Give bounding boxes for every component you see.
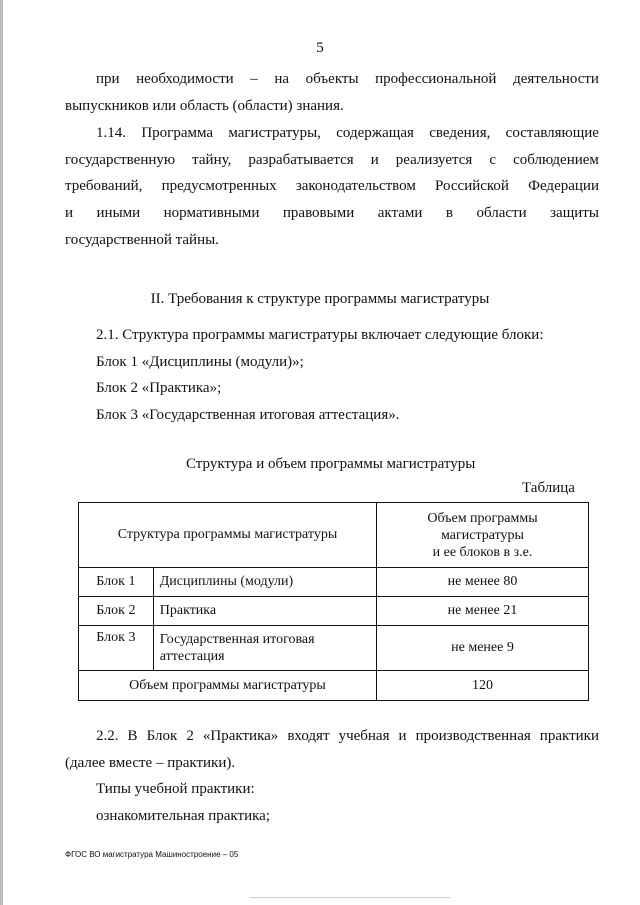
word: требований, [65,178,143,194]
word: практики [539,728,599,744]
word: области [476,205,527,221]
word: сведения, [429,125,491,141]
table-row [79,568,589,597]
word: разрабатывается [248,152,354,168]
scan-bottom-line [250,897,450,898]
word: учебная [338,728,390,744]
table-header-row [79,503,589,568]
word: предусмотренных [161,178,277,194]
word: законодательством [295,178,416,194]
word: составляющие [505,125,599,141]
word: «Практика» [202,728,279,744]
section-line-2: Блок 1 «Дисциплины (модули)»; [96,354,304,370]
section-line-1: 2.1. Структура программы магистратуры включает следующие блоки: [96,327,544,343]
structure-table [78,502,589,701]
paragraph-2-line-1 [96,124,599,142]
word: реализуется [395,152,473,168]
header-structure-cell: Структура программы магистратуры [79,503,377,568]
block-volume-cell: не менее 21 [377,597,589,626]
word: тайну, [192,152,232,168]
word: актами [377,205,423,221]
word: 2 [186,728,194,744]
block-cell: Блок 2 [79,597,154,626]
scan-edge [0,0,3,905]
block-cell: Блок 1 [79,568,154,597]
total-value-cell: 120 [377,671,589,701]
block-name-cell: Практика [153,597,376,626]
page-footer: ФГОС ВО магистратура Машиностроение – 05 [65,850,239,859]
word: объекты [305,71,359,87]
table-label: Таблица [522,480,575,496]
paragraph-2-line-4 [65,204,599,222]
word: иными [96,205,141,221]
paragraph-3-line-2: (далее вместе – практики). [65,755,236,771]
header-volume-line: Объем программы [427,510,538,526]
table-caption: Структура и объем программы магистратуры [186,456,476,472]
word: и [65,205,74,221]
word: защиты [550,205,599,221]
word: при [96,71,120,87]
word: Российской [435,178,509,194]
word: на [274,71,290,87]
block-name-cell: Государственная итоговая аттестация [153,626,376,671]
paragraph-1-line-1 [96,70,599,88]
word: входят [287,728,330,744]
word: Блок [146,728,178,744]
paragraph-2-line-3 [65,177,599,195]
word: и [370,152,379,168]
section-line-4: Блок 3 «Государственная итоговая аттестация». [96,407,400,423]
word: 2.2. [96,728,119,744]
word: деятельности [513,71,599,87]
table-row [79,626,589,671]
word: профессиональной [375,71,497,87]
section-line-3: Блок 2 «Практика»; [96,380,222,396]
word: нормативными [163,205,260,221]
word: Программа [141,125,214,141]
paragraph-3-line-3: Типы учебной практики: [96,781,255,797]
block-volume-cell: не менее 80 [377,568,589,597]
word: государственную [65,152,176,168]
word: с [489,152,497,168]
paragraph-1-line-2: выпускников или область (области) знания. [65,98,344,114]
header-volume-cell [377,503,589,568]
page-number: 5 [316,40,324,56]
block-name-cell: Дисциплины (модули) [153,568,376,597]
word: – [250,71,258,87]
paragraph-3-line-4: ознакомительная практика; [96,808,270,824]
table-total-row [79,671,589,701]
block-cell: Блок 3 [79,626,154,671]
word: и [398,728,407,744]
block-volume-cell: не менее 9 [377,626,589,671]
word: правовыми [282,205,355,221]
word: 1.14. [96,125,126,141]
header-volume-line: и ее блоков в з.е. [432,544,533,560]
word: магистратуры, [228,125,321,141]
total-label-cell: Объем программы магистратуры [79,671,377,701]
paragraph-2-line-5: государственной тайны. [65,232,219,248]
word: содержащая [336,125,414,141]
word: соблюдением [513,152,599,168]
word: необходимости [136,71,234,87]
word: в [445,205,453,221]
paragraph-2-line-2 [65,151,599,169]
paragraph-3-line-1 [96,727,599,745]
word: В [127,728,138,744]
word: производственная [415,728,531,744]
header-volume-line: магистратуры [441,527,524,543]
section-title: II. Требования к структуре программы магистратуры [150,291,490,307]
table-row [79,597,589,626]
word: Федерации [528,178,599,194]
